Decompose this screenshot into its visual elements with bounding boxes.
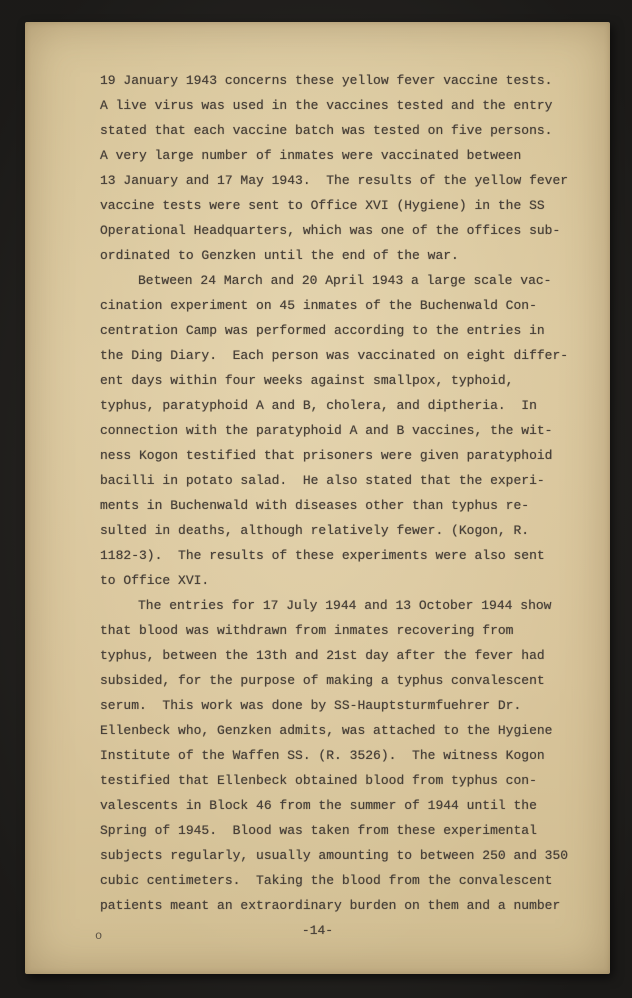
text-line: The entries for 17 July 1944 and 13 October 1944 show: [138, 598, 552, 613]
text-line: serum. This work was done by SS-Hauptsturmfuehrer Dr.: [100, 698, 522, 713]
paragraph: [100, 68, 592, 268]
text-line: vaccine tests were sent to Office XVI (Hygiene) in the SS: [100, 198, 545, 213]
text-line: Between 24 March and 20 April 1943 a large scale vac-: [138, 273, 552, 288]
paragraph: [100, 268, 592, 593]
text-line: centration Camp was performed according to the entries in: [100, 323, 545, 338]
text-line: ments in Buchenwald with diseases other than typhus re-: [100, 498, 530, 513]
text-line: Institute of the Waffen SS. (R. 3526). The witness Kogon: [100, 748, 545, 763]
text-line: that blood was withdrawn from inmates recovering from: [100, 623, 514, 638]
text-line: valescents in Block 46 from the summer of 1944 until the: [100, 798, 537, 813]
page-number: -14-: [301, 923, 334, 938]
text-line: Operational Headquarters, which was one of the offices sub-: [100, 223, 561, 238]
text-line: Spring of 1945. Blood was taken from these experimental: [100, 823, 537, 838]
text-line: cubic centimeters. Taking the blood from the convalescent: [100, 873, 553, 888]
text-line: A very large number of inmates were vaccinated between: [100, 148, 522, 163]
text-line: 1182-3). The results of these experiments were also sent: [100, 548, 545, 563]
text-line: testified that Ellenbeck obtained blood from typhus con-: [100, 773, 537, 788]
text-line: patients meant an extraordinary burden on them and a number: [100, 898, 561, 913]
document-page: [25, 22, 610, 974]
text-line: cination experiment on 45 inmates of the Buchenwald Con-: [100, 298, 537, 313]
text-line: the Ding Diary. Each person was vaccinated on eight differ-: [100, 348, 569, 363]
text-line: subsided, for the purpose of making a typhus convalescent: [100, 673, 545, 688]
paragraph: [100, 593, 592, 918]
text-line: typhus, paratyphoid A and B, cholera, and diptheria. In: [100, 398, 537, 413]
text-body: [100, 68, 592, 918]
text-line: subjects regularly, usually amounting to between 250 and 350: [100, 848, 569, 863]
text-line: 13 January and 17 May 1943. The results of the yellow fever: [100, 173, 569, 188]
stray-mark: o: [95, 929, 103, 943]
text-line: A live virus was used in the vaccines tested and the entry: [100, 98, 553, 113]
text-line: ent days within four weeks against smallpox, typhoid,: [100, 373, 514, 388]
text-line: stated that each vaccine batch was tested on five persons.: [100, 123, 553, 138]
text-line: typhus, between the 13th and 21st day after the fever had: [100, 648, 545, 663]
text-line: sulted in deaths, although relatively fewer. (Kogon, R.: [100, 523, 530, 538]
text-line: Ellenbeck who, Genzken admits, was attached to the Hygiene: [100, 723, 553, 738]
text-line: bacilli in potato salad. He also stated that the experi-: [100, 473, 545, 488]
text-line: to Office XVI.: [100, 573, 210, 588]
text-line: connection with the paratyphoid A and B vaccines, the wit-: [100, 423, 553, 438]
text-line: 19 January 1943 concerns these yellow fever vaccine tests.: [100, 73, 553, 88]
text-line: ness Kogon testified that prisoners were given paratyphoid: [100, 448, 553, 463]
text-line: ordinated to Genzken until the end of the war.: [100, 248, 459, 263]
